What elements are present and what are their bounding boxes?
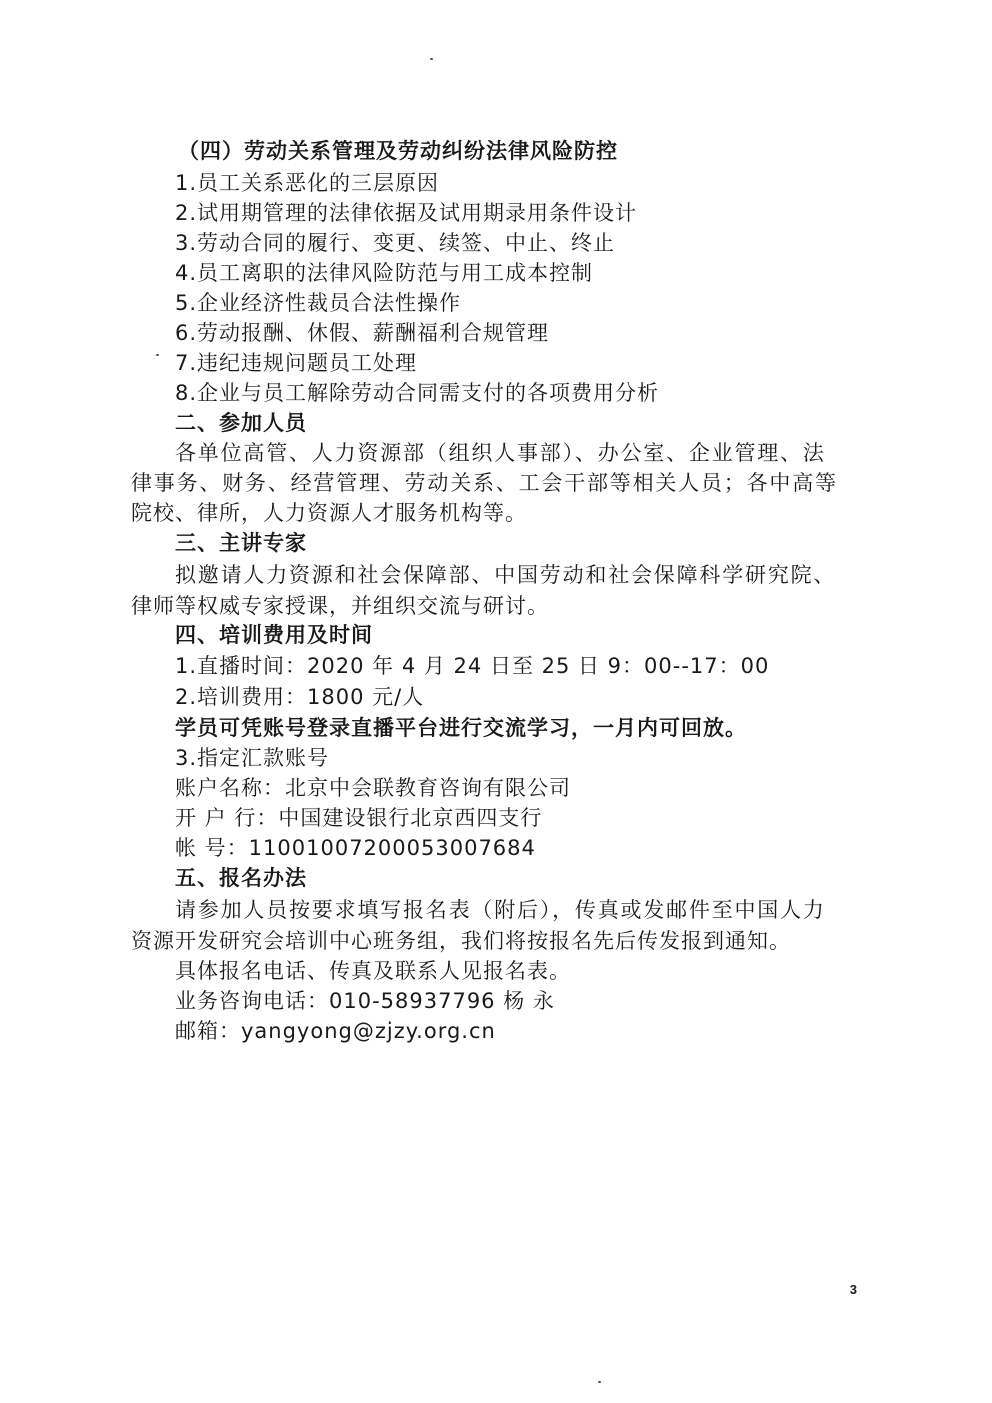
scan-speck — [598, 1381, 601, 1383]
paragraph-line: 各单位高管、人力资源部（组织人事部）、办公室、企业管理、法 — [175, 441, 826, 465]
bank-name: 开 户 行：中国建设银行北京西四支行 — [175, 806, 543, 830]
section-heading-participants: 二、参加人员 — [175, 411, 307, 435]
list-item: 4.员工离职的法律风险防范与用工成本控制 — [175, 261, 594, 285]
paragraph-line: 律师等权威专家授课，并组织交流与研讨。 — [131, 594, 549, 618]
list-item: 3.劳动合同的履行、变更、续签、中止、终止 — [175, 231, 616, 255]
account-number: 帐 号：11001007200053007684 — [175, 836, 536, 860]
scan-speck — [156, 354, 159, 356]
paragraph-line: 资源开发研究会培训中心班务组，我们将按报名先后传发报到通知。 — [131, 929, 791, 953]
list-item: 5.企业经济性裁员合法性操作 — [175, 291, 462, 315]
training-fee: 2.培训费用：1800 元/人 — [175, 685, 425, 709]
page-number: 3 — [849, 1282, 857, 1297]
paragraph-line: 具体报名电话、传真及联系人见报名表。 — [175, 959, 571, 983]
list-item: 1.员工关系恶化的三层原因 — [175, 171, 440, 195]
replay-notice: 学员可凭账号登录直播平台进行交流学习，一月内可回放。 — [175, 716, 747, 740]
paragraph-line: 请参加人员按要求填写报名表（附后），传真或发邮件至中国人力 — [175, 898, 826, 922]
paragraph-line: 律事务、财务、经营管理、劳动关系、工会干部等相关人员；各中高等 — [131, 471, 838, 495]
paragraph-line: 院校、律所，人力资源人才服务机构等。 — [131, 501, 527, 525]
list-item: 6.劳动报酬、休假、薪酬福利合规管理 — [175, 321, 550, 345]
account-heading: 3.指定汇款账号 — [175, 746, 330, 770]
section-title: （四）劳动关系管理及劳动纠纷法律风险防控 — [178, 139, 618, 163]
account-name: 账户名称：北京中会联教育咨询有限公司 — [175, 776, 571, 800]
section-heading-fees: 四、培训费用及时间 — [175, 623, 373, 647]
section-heading-experts: 三、主讲专家 — [175, 531, 307, 555]
live-time: 1.直播时间：2020 年 4 月 24 日至 25 日 9：00--17：00 — [175, 654, 770, 678]
paragraph-line: 拟邀请人力资源和社会保障部、中国劳动和社会保障科学研究院、 — [175, 563, 837, 587]
contact-email: 邮箱：yangyong@zjzy.org.cn — [175, 1019, 496, 1043]
list-item: 2.试用期管理的法律依据及试用期录用条件设计 — [175, 201, 638, 225]
list-item: 8.企业与员工解除劳动合同需支付的各项费用分析 — [175, 381, 660, 405]
consult-phone: 业务咨询电话：010-58937796 杨 永 — [175, 989, 555, 1013]
list-item: 7.违纪违规问题员工处理 — [175, 351, 418, 375]
scan-speck — [430, 58, 433, 60]
section-heading-registration: 五、报名办法 — [175, 866, 307, 890]
